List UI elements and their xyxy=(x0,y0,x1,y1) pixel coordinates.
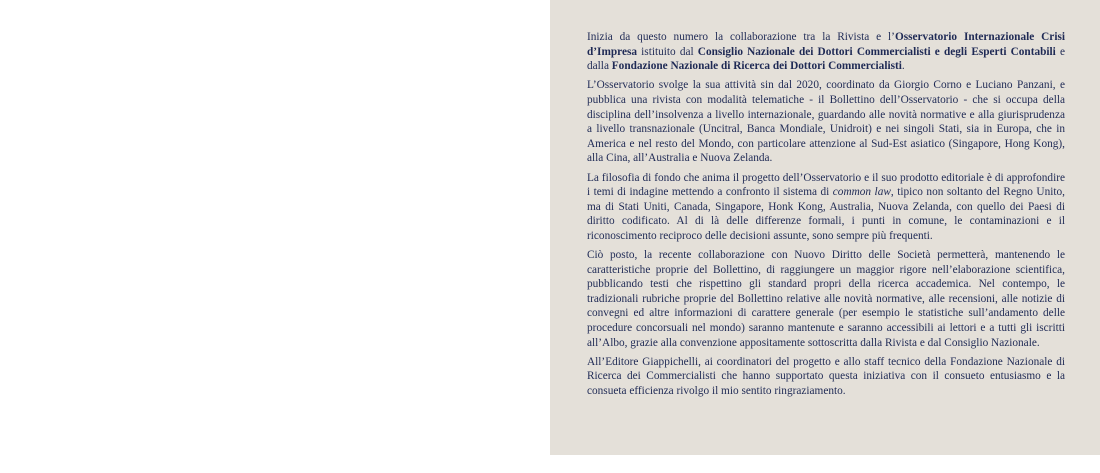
paragraph-thanks: All’Editore Giappichelli, ai coordinatori del progetto e allo staff tecnico della Fondazione Nazionale di Ricerca dei Commercialisti che hanno supportato questa iniziativa con il consueto entusiasmo e la consueta efficienza rivolgo il mio sentito ringraziamento. xyxy=(587,355,1065,398)
intro-text: istituito dal xyxy=(637,45,698,58)
paragraph-activity: L’Osservatorio svolge la sua attività sin dal 2020, coordinato da Giorgio Corno e Luciano Panzani, e pubblica una rivista con modalità telematiche - il Bollettino dell’Osservatorio - che si occupa della disciplina dell’insolvenza a livello internazionale, guardando alle novità normative e alla giurisprudenza a livello transnazionale (Uncitral, Banca Mondiale, Unidroit) e nei singoli Stati, sia in Europa, che in America e nel resto del Mondo, con particolare attenzione al Sud-Est asiatico (Singapore, Hong Kong), alla Cina, all’Australia e Nuova Zelanda. xyxy=(587,79,1065,165)
intro-text: Inizia da questo numero la collaborazione tra la Rivista e l’ xyxy=(587,31,895,43)
foundation-name: Fondazione Nazionale di Ricerca dei Dottori Commercialisti xyxy=(611,60,902,73)
intro-text: . xyxy=(901,60,905,73)
intro-text: e dalla xyxy=(587,45,1065,73)
philosophy-text: , tipico non soltanto del Regno Unito, ma di Stati Uniti, Canada, Singapore, Honk Kong, Australia, Nuova Zelanda, con quello dei Paesi di diritto codificato. Al di là delle differenze formali, i punti in comune, le contaminazioni e il riconoscimento reciproco delle decisioni assunte, sono sempre più frequenti. xyxy=(587,186,1065,242)
page-bottom-margin xyxy=(550,455,1100,473)
paragraph-intro xyxy=(587,30,1065,74)
common-law-term: common law xyxy=(832,186,891,199)
paragraph-philosophy xyxy=(587,171,1065,244)
paragraph-collaboration: Ciò posto, la recente collaborazione con Nuovo Diritto delle Società permetterà, mantenendo le caratteristiche proprie del Bollettino, di raggiungere un maggior rigore nell’elaborazione scientifica, pubblicando testi che rispettino gli standard propri della ricerca accademica. Nel contempo, le tradizionali rubriche proprie del Bollettino relative alle novità normative, alle recensioni, alle notizie di convegni ed altre informazioni di carattere generale (per esempio le statistiche sull’andamento delle procedure concorsuali nel mondo) saranno mantenute e saranno accessibili ai lettori e a tutti gli iscritti all’Albo, grazie alla convenzione appositamente sottoscritta dalla Rivista e dal Consiglio Nazionale. xyxy=(587,249,1065,349)
observatory-name: Osservatorio Internazionale Crisi d’Impresa xyxy=(587,31,1065,58)
council-name: Consiglio Nazionale dei Dottori Commercialisti e degli Esperti Contabili xyxy=(697,45,1056,58)
editorial-page xyxy=(550,0,1100,455)
editorial-text xyxy=(587,30,1065,403)
philosophy-text: La filosofia di fondo che anima il progetto dell’Osservatorio e il suo prodotto editoriale è di approfondire i temi di indagine mettendo a confronto il sistema di xyxy=(587,171,1065,199)
